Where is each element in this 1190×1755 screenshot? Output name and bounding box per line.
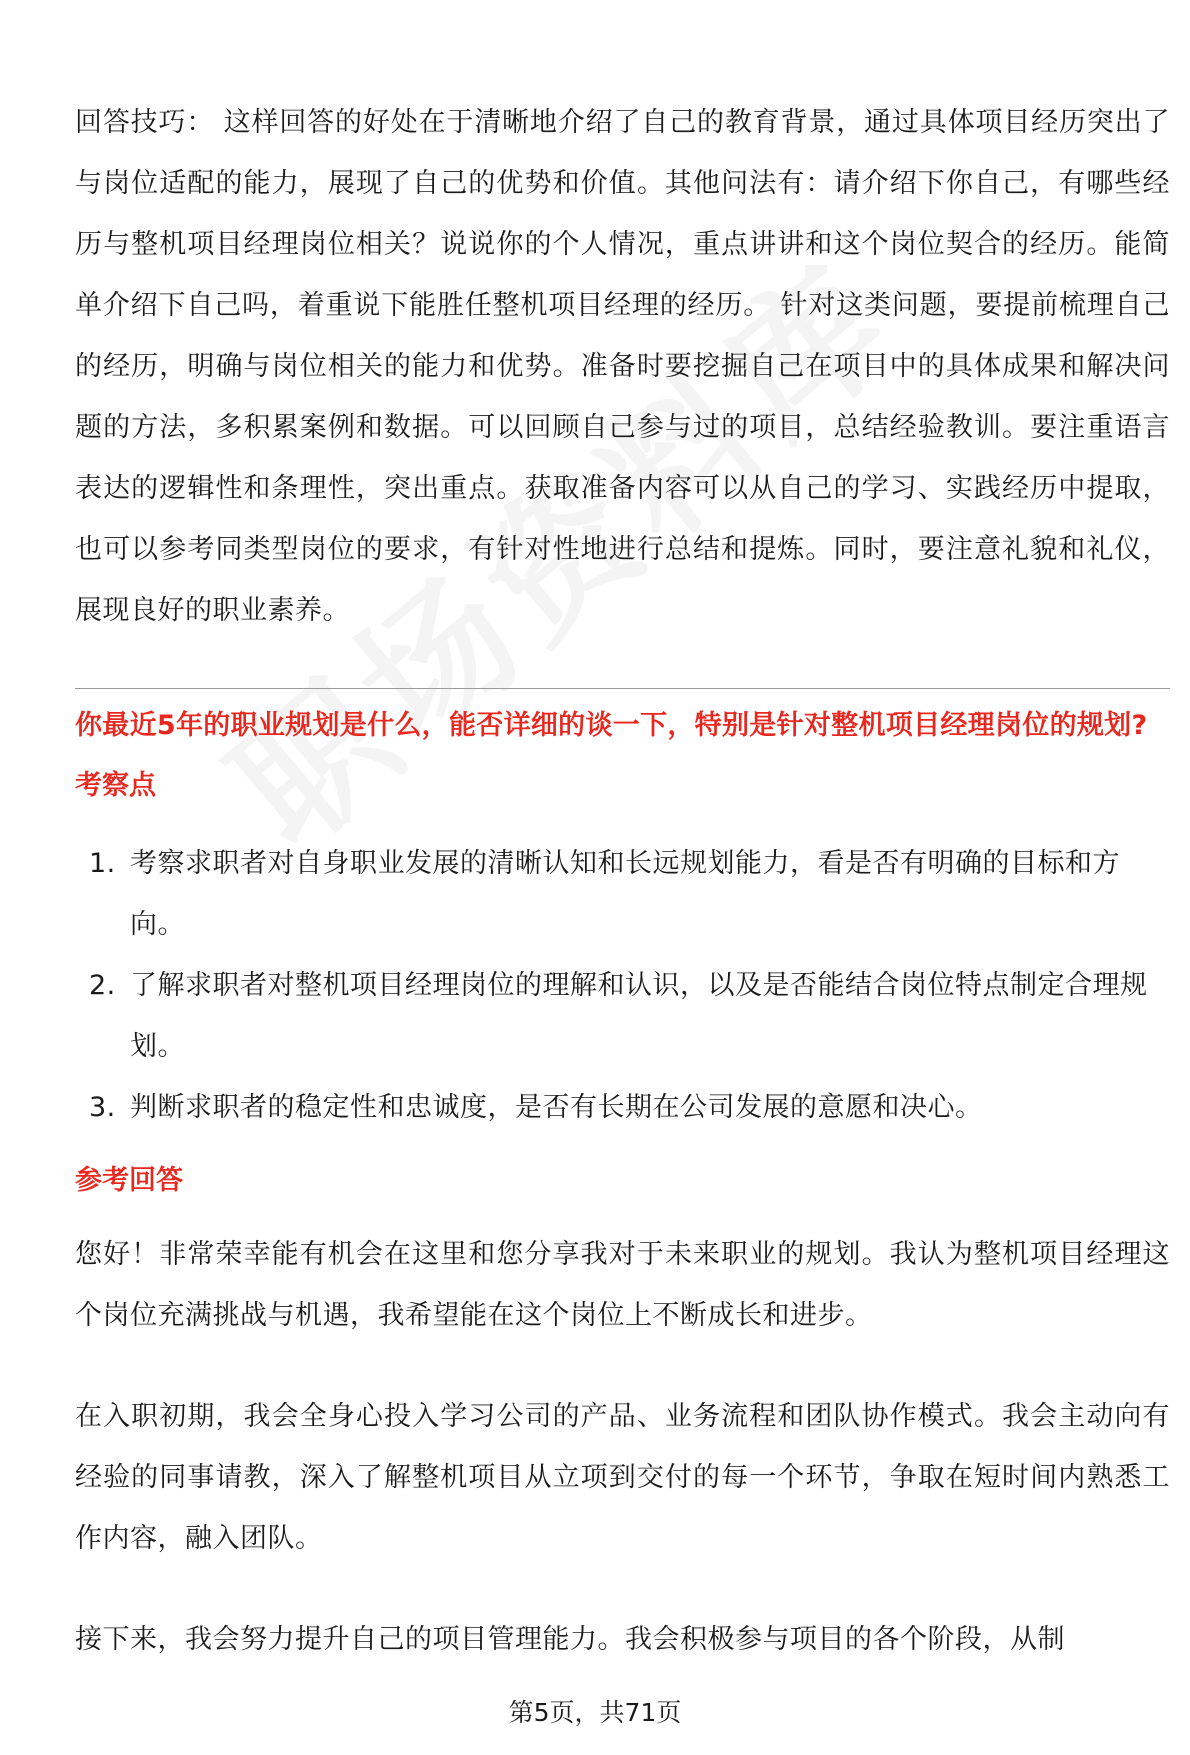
page-number: 第5页，共71页 — [508, 1698, 682, 1727]
answer-paragraph: 在入职初期，我会全身心投入学习公司的产品、业务流程和团队协作模式。我会主动向有经验的同事请教，深入了解整机项目从立项到交付的每一个环节，争取在短时间内熟悉工作内容，融入团队。 — [75, 1401, 1170, 1554]
examine-point — [75, 1077, 1170, 1138]
point-number: 1. — [89, 848, 116, 879]
point-text: 判断求职者的稳定性和忠诚度，是否有长期在公司发展的意愿和决心。 — [130, 1092, 983, 1123]
document-page — [75, 92, 1170, 1670]
reference-answer-heading: 参考回答 — [75, 1165, 183, 1196]
point-number: 3. — [89, 1092, 116, 1123]
examine-point — [75, 955, 1170, 1077]
answer-tips-paragraph: 回答技巧： 这样回答的好处在于清晰地介绍了自己的教育背景，通过具体项目经历突出了与岗位适配的能力，展现了自己的优势和价值。其他问法有：请介绍下你自己，有哪些经历与整机项目经理岗位相关？说说你的个人情况，重点讲讲和这个岗位契合的经历。能简单介绍下自己吗，着重说下能胜任整机项目经理的经历。 针对这类问题，要提前梳理自己的经历，明确与岗位相关的能力和优势。准备时要挖掘自己在项目中的具体成果和解决问题的方法，多积累案例和数据。可以回顾自己参与过的项目，总结经验教训。要注重语言表达的逻辑性和条理性，突出重点。获取准备内容可以从自己的学习、实践经历中提取，也可以参考同类型岗位的要求，有针对性地进行总结和提炼。同时，要注意礼貌和礼仪，展现良好的职业素养。 — [75, 107, 1170, 626]
point-number: 2. — [89, 970, 116, 1001]
answer-paragraph: 接下来，我会努力提升自己的项目管理能力。我会积极参与项目的各个阶段，从制 — [75, 1624, 1065, 1655]
examine-point — [75, 833, 1170, 955]
section-divider — [75, 688, 1170, 689]
answer-paragraph: 您好！非常荣幸能有机会在这里和您分享我对于未来职业的规划。我认为整机项目经理这个岗位充满挑战与机遇，我希望能在这个岗位上不断成长和进步。 — [75, 1239, 1170, 1331]
point-text: 考察求职者对自身职业发展的清晰认知和长远规划能力，看是否有明确的目标和方向。 — [130, 848, 1120, 940]
interview-question: 你最近5年的职业规划是什么，能否详细的谈一下，特别是针对整机项目经理岗位的规划? — [75, 710, 1148, 741]
examine-points-heading: 考察点 — [75, 770, 156, 801]
examine-points-list — [75, 833, 1170, 1138]
point-text: 了解求职者对整机项目经理岗位的理解和认识，以及是否能结合岗位特点制定合理规划。 — [130, 970, 1148, 1062]
